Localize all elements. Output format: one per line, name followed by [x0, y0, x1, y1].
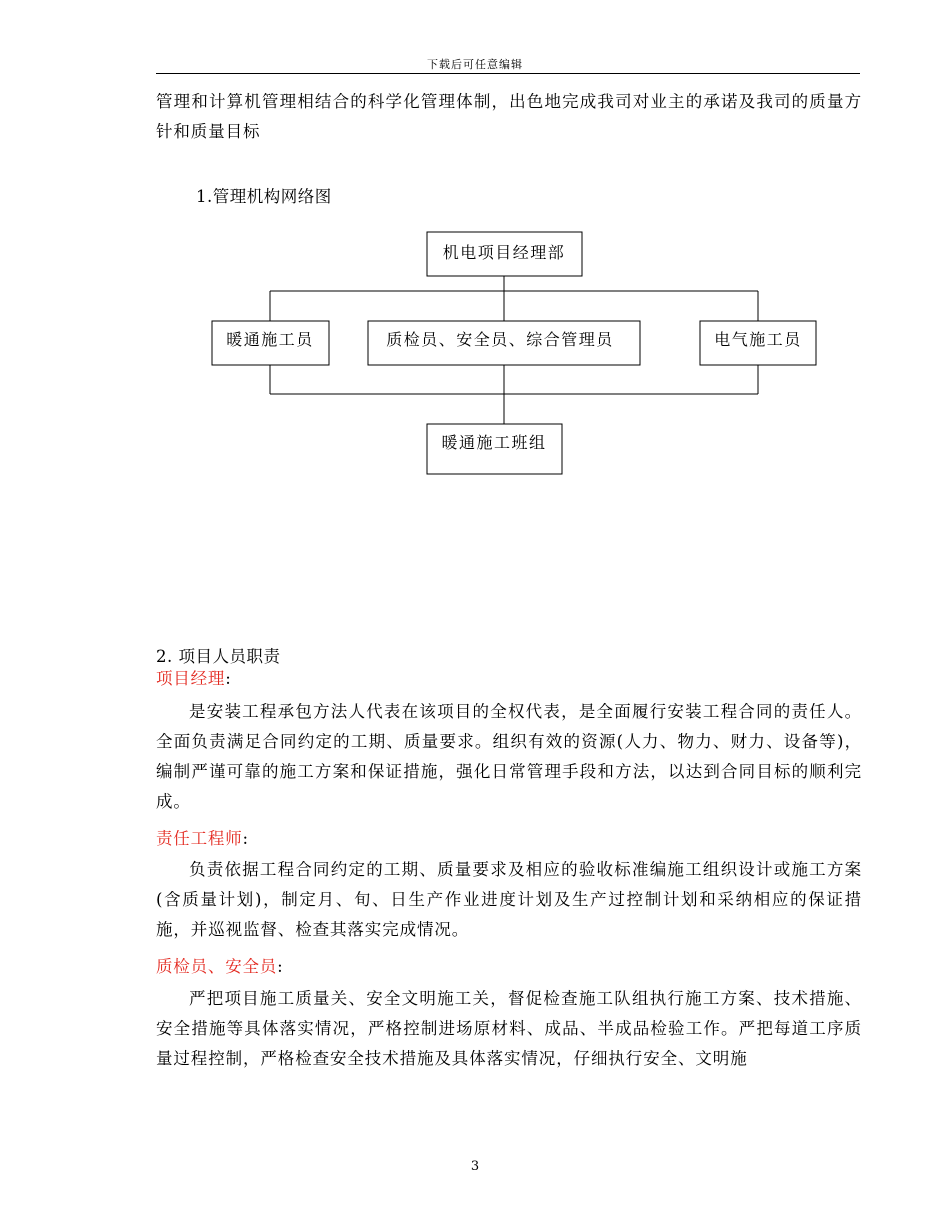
- section-title-org-chart: 1.管理机构网络图: [196, 187, 332, 206]
- role-colon: :: [277, 957, 284, 976]
- role-name: 项目经理: [156, 669, 226, 688]
- role-desc-responsible-engineer: 负责依据工程合同约定的工期、质量要求及相应的验收标准编施工组织设计或施工方案(含质量计划)，制定月、旬、日生产作业进度计划及生产过控制计划和采纳相应的保证措施，并巡视监督、检查其落实完成情况。: [156, 860, 862, 939]
- role-colon: :: [242, 829, 249, 848]
- org-label-electrical-worker: 电气施工员: [714, 330, 802, 349]
- role-name: 质检员、安全员: [156, 957, 278, 976]
- header-note: 下载后可任意编辑: [427, 58, 523, 71]
- page-number: 3: [470, 1159, 480, 1174]
- role-name: 责任工程师: [156, 829, 243, 848]
- org-label-inspectors: 质检员、安全员、综合管理员: [386, 330, 614, 349]
- org-label-hvac-team: 暖通施工班组: [441, 433, 547, 452]
- role-desc-qc-safety: 严把项目施工质量关、安全文明施工关，督促检查施工队组执行施工方案、技术措施、安全措施等具体落实情况，严格控制进场原材料、成品、半成品检验工作。严把每道工序质量过程控制，严格检查安全技术措施及具体落实情况，仔细执行安全、文明施: [156, 989, 862, 1068]
- org-label-hvac-worker: 暖通施工员: [226, 330, 314, 349]
- intro-paragraph: 管理和计算机管理相结合的科学化管理体制，出色地完成我司对业主的承诺及我司的质量方针和质量目标: [156, 92, 862, 141]
- role-heading-project-manager: [156, 665, 232, 689]
- role-heading-responsible-engineer: [156, 825, 249, 849]
- org-label-top: 机电项目经理部: [442, 243, 566, 262]
- section-title-responsibilities: 2. 项目人员职责: [156, 647, 281, 666]
- role-heading-qc-safety: [156, 953, 283, 977]
- role-desc-project-manager: 是安装工程承包方法人代表在该项目的全权代表，是全面履行安装工程合同的责任人。全面负责满足合同约定的工期、质量要求。组织有效的资源(人力、物力、财力、设备等)，编制严谨可靠的施工方案和保证措施，强化日常管理手段和方法，以达到合同目标的顺利完成。: [156, 702, 862, 811]
- role-colon: :: [225, 669, 232, 688]
